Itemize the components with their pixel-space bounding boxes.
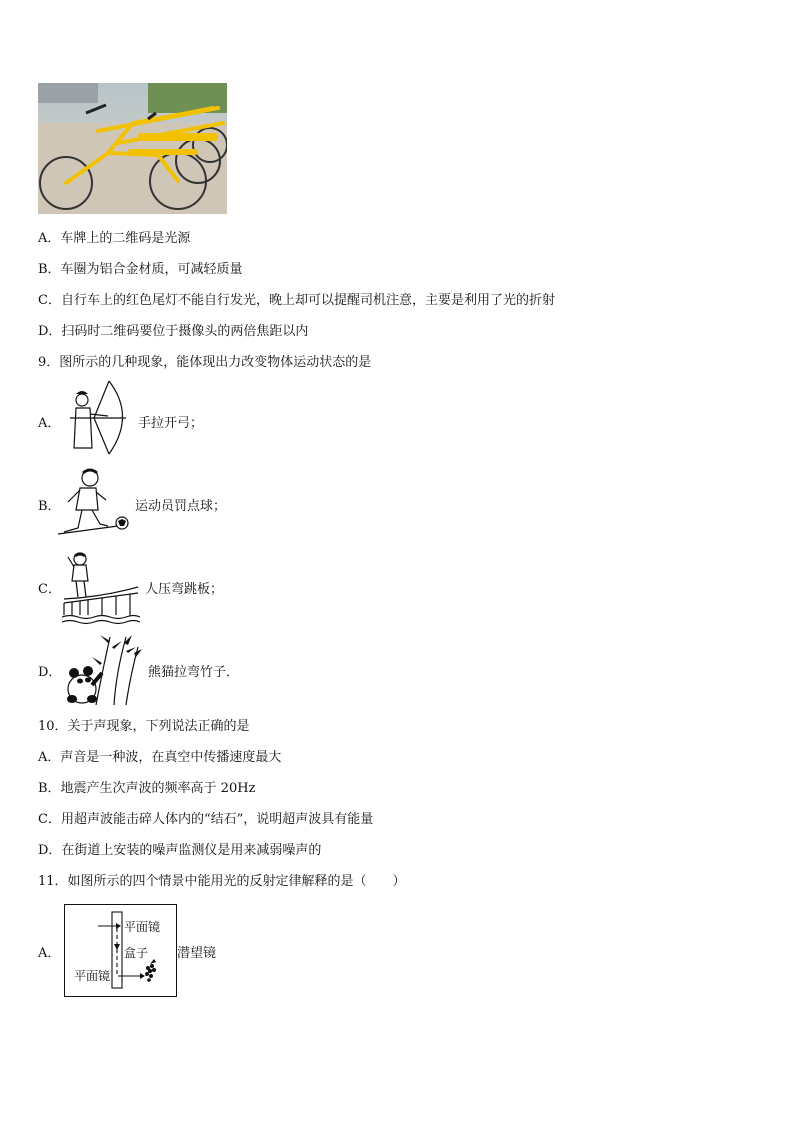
q10-stem: 10．关于声现象，下列说法正确的是	[38, 719, 250, 734]
periscope-diagram	[64, 904, 177, 997]
q10-option-a: A．声音是一种波，在真空中传播速度最大	[38, 750, 282, 765]
q9-option-b-caption: 运动员罚点球；	[135, 499, 227, 514]
q10-option-d: D．在街道上安装的噪声监测仪是用来减弱噪声的	[38, 843, 322, 858]
q8-option-c: C．自行车上的红色尾灯不能自行发光，晚上却可以提醒司机注意，主要是利用了光的折射	[38, 293, 555, 308]
q11-option-a-caption: 潜望镜	[177, 946, 217, 961]
q9-option-d-caption: 熊猫拉弯竹子．	[148, 665, 240, 680]
archer-figure	[64, 378, 132, 456]
q9-option-a-label: A．	[38, 416, 61, 431]
q8-option-b: B．车圈为铝合金材质，可减轻质量	[38, 262, 243, 277]
q9-stem: 9．图所示的几种现象，能体现出力改变物体运动状态的是	[38, 355, 372, 370]
soccer-player-figure	[58, 466, 132, 540]
q9-option-c-caption: 人压弯跳板；	[145, 582, 224, 597]
periscope-label-top-mirror: 平面镜	[124, 920, 161, 934]
periscope-label-bottom-mirror: 平面镜	[74, 969, 111, 983]
q9-option-c-label: C．	[38, 582, 61, 597]
diving-board-figure	[62, 551, 140, 625]
q10-option-c: C．用超声波能击碎人体内的“结石”，说明超声波具有能量	[38, 812, 374, 827]
q8-option-a: A．车牌上的二维码是光源	[38, 231, 191, 246]
q8-option-d: D．扫码时二维码要位于摄像头的两倍焦距以内	[38, 324, 309, 339]
panda-bamboo-figure	[66, 633, 142, 707]
q9-option-a-caption: 手拉开弓；	[138, 416, 204, 431]
q11-option-a-label: A．	[38, 946, 61, 961]
bicycles-photo	[38, 83, 227, 214]
q9-option-d-label: D．	[38, 665, 62, 680]
q10-option-b: B．地震产生次声波的频率高于 20Hz	[38, 781, 256, 796]
q9-option-b-label: B．	[38, 499, 61, 514]
periscope-label-box: 盒子	[124, 946, 149, 960]
q11-stem: 11．如图所示的四个情景中能用光的反射定律解释的是（ ）	[38, 874, 406, 889]
